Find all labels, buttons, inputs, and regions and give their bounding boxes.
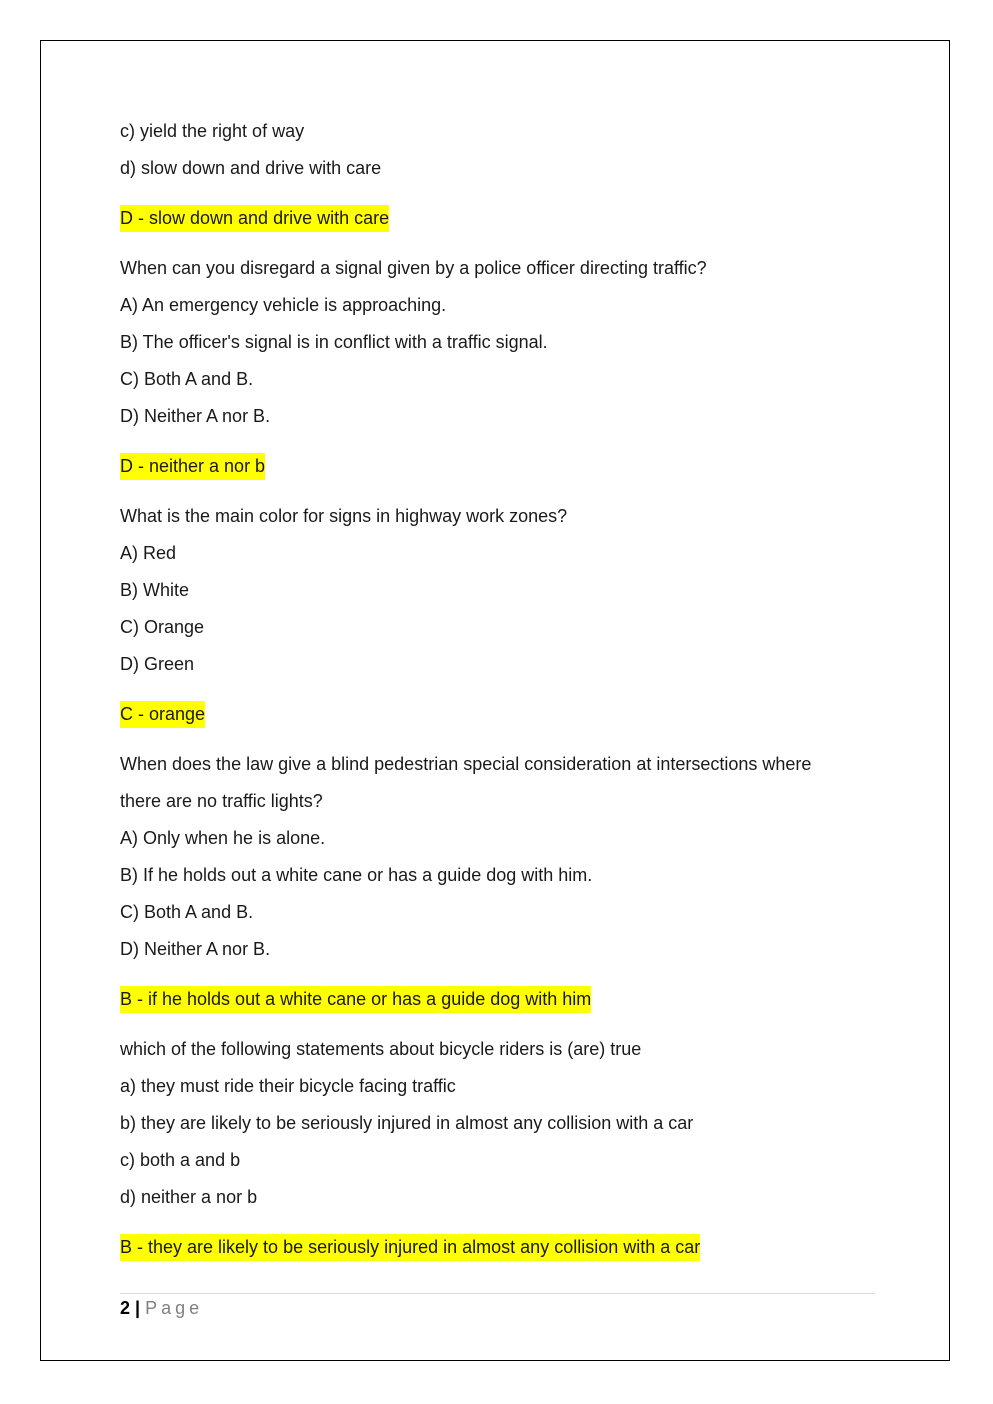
answer-highlight [120, 981, 880, 1018]
page-number: 2 [120, 1298, 131, 1318]
text-line: C) Both A and B. [120, 902, 254, 922]
text-line: When does the law give a blind pedestrian special consideration at intersections where [120, 754, 812, 774]
answer-text: D - slow down and drive with care [120, 205, 389, 232]
text-line: What is the main color for signs in highway work zones? [120, 506, 568, 526]
answer-text: D - neither a nor b [120, 453, 265, 480]
text-line: B) The officer's signal is in conflict with a traffic signal. [120, 332, 548, 352]
text-line: D) Neither A nor B. [120, 939, 271, 959]
text-line: b) they are likely to be seriously injured in almost any collision with a car [120, 1113, 694, 1133]
text-line: A) An emergency vehicle is approaching. [120, 295, 447, 315]
text-line: c) both a and b [120, 1150, 241, 1170]
text-line: A) Red [120, 543, 177, 563]
answer-highlight [120, 200, 880, 237]
text-line: B) If he holds out a white cane or has a guide dog with him. [120, 865, 593, 885]
text-line: d) neither a nor b [120, 1187, 258, 1207]
answer-highlight [120, 448, 880, 485]
document-body [120, 113, 880, 1279]
answer-text: B - they are likely to be seriously injured in almost any collision with a car [120, 1234, 700, 1261]
footer-separator: | [135, 1298, 141, 1318]
text-line: When can you disregard a signal given by a police officer directing traffic? [120, 258, 707, 278]
answer-highlight [120, 696, 880, 733]
answer-text: B - if he holds out a white cane or has a guide dog with him [120, 986, 591, 1013]
text-line: there are no traffic lights? [120, 791, 323, 811]
text-line: d) slow down and drive with care [120, 158, 382, 178]
text-line: D) Green [120, 654, 195, 674]
page-label: Page [145, 1298, 204, 1318]
text-line: C) Both A and B. [120, 369, 254, 389]
answer-text: C - orange [120, 701, 205, 728]
page-footer [120, 1296, 203, 1320]
text-line: a) they must ride their bicycle facing traffic [120, 1076, 456, 1096]
text-line: A) Only when he is alone. [120, 828, 326, 848]
text-line: D) Neither A nor B. [120, 406, 271, 426]
answer-highlight [120, 1229, 880, 1266]
text-line: which of the following statements about bicycle riders is (are) true [120, 1039, 642, 1059]
text-line: C) Orange [120, 617, 205, 637]
footer-divider [120, 1293, 875, 1294]
text-line: B) White [120, 580, 190, 600]
text-line: c) yield the right of way [120, 121, 305, 141]
